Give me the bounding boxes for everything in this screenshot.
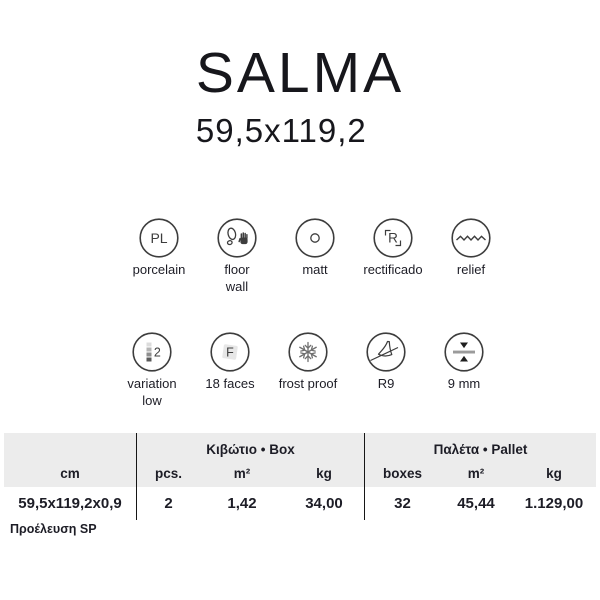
feature-rectificado [354,218,432,295]
col-header-cm: cm [4,459,137,487]
porcelain-icon [139,218,179,258]
feature-row-2 [113,332,503,409]
porcelain-icon-text: PL [150,229,168,246]
packing-table [4,433,596,520]
value-boxes: 32 [365,487,440,520]
floor-wall-icon [217,218,257,258]
feature-label: 18 faces [205,376,255,391]
feature-row-1 [120,218,510,295]
r9-icon [366,332,406,372]
feature-floor-wall [198,218,276,295]
feature-label: porcelain [132,262,186,277]
variation-icon [132,332,172,372]
feature-label-line2: low [142,393,162,408]
feature-matt [276,218,354,295]
value-pallet-kg: 1.129,00 [512,487,596,520]
rectified-icon [373,218,413,258]
feature-relief [432,218,510,295]
col-header-boxes: boxes [365,459,440,487]
feature-label: variation [127,376,177,391]
col-header-pallet-m2: m² [440,459,512,487]
value-box-m2: 1,42 [200,487,284,520]
col-header-box-kg: kg [284,459,365,487]
title-block [0,41,600,149]
origin-note: Προέλευση SP [10,522,97,536]
col-header-box-m2: m² [200,459,284,487]
feature-label: relief [456,262,486,277]
value-box-kg: 34,00 [284,487,365,520]
feature-porcelain [120,218,198,295]
col-header-pallet-kg: kg [512,459,596,487]
table-corner-cell [4,433,137,459]
feature-label: frost proof [278,376,338,391]
faces-icon-text: F [226,345,234,360]
box-group-header: Κιβώτιο • Box [137,433,365,459]
feature-label-line2: wall [225,279,249,294]
thickness-icon [444,332,484,372]
feature-variation-low [113,332,191,409]
feature-label: floor [224,262,250,277]
feature-9-mm [425,332,503,409]
col-header-pcs: pcs. [137,459,200,487]
feature-label: matt [302,262,328,277]
variation-icon-text: 2 [153,345,161,360]
value-pallet-m2: 45,44 [440,487,512,520]
value-pcs: 2 [137,487,200,520]
page-subtitle: 59,5x119,2 [195,111,367,149]
feature-label: 9 mm [447,376,481,391]
relief-icon [451,218,491,258]
feature-label: rectificado [363,262,423,277]
feature-frost-proof [269,332,347,409]
page-title: SALMA [195,41,405,105]
faces-icon [210,332,250,372]
rectified-icon-text: R [388,230,398,246]
feature-label: R9 [377,376,395,391]
feature-18-faces [191,332,269,409]
pallet-group-header: Παλέτα • Pallet [365,433,596,459]
value-cm: 59,5x119,2x0,9 [4,487,137,520]
matt-icon [295,218,335,258]
feature-r9 [347,332,425,409]
frost-proof-icon [288,332,328,372]
